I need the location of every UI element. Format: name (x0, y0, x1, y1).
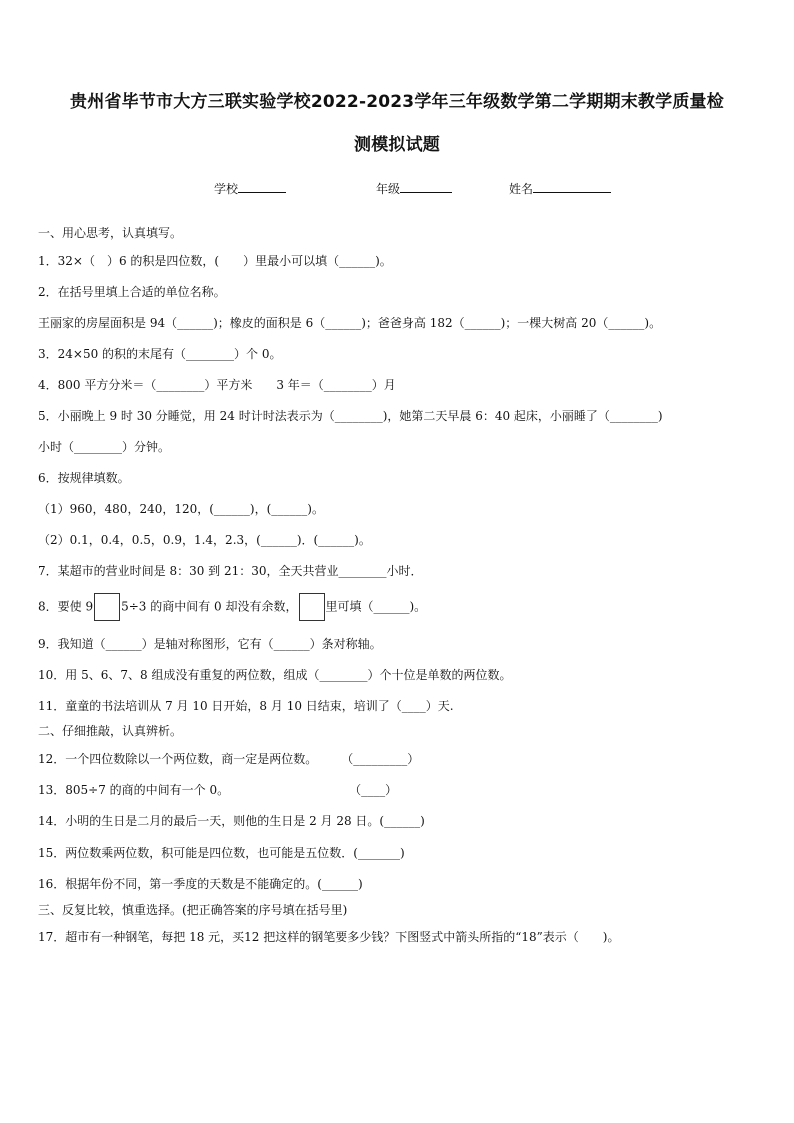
question-2: 2．在括号里填上合适的单位名称。 (38, 285, 226, 299)
question-4: 4．800 平方分米＝（________）平方米 3 年＝（________）月 (38, 378, 396, 392)
question-6-part-1: （1）960，480，240，120，(______)，(______)。 (38, 502, 324, 516)
question-5: 5．小丽晚上 9 时 30 分睡觉，用 24 时计时法表示为（________)，她第二天早晨 6：40 起床，小丽睡了（________) (38, 409, 663, 423)
question-14: 14．小明的生日是二月的最后一天，则他的生日是 2 月 28 日。(______) (38, 814, 425, 828)
question-8-mid: 5÷3 的商中间有 0 却没有余数， (121, 599, 298, 614)
question-3: 3．24×50 的积的末尾有（________）个 0。 (38, 347, 282, 361)
section-3-heading: 三、反复比较，慎重选择。(把正确答案的序号填在括号里) (38, 903, 348, 917)
title-line-1: 贵州省毕节市大方三联实验学校2022-2023学年三年级数学第二学期期末教学质量检 (70, 92, 724, 112)
question-13: 13．805÷7 的商的中间有一个 0。 （____） (38, 783, 398, 797)
name-label: 姓名 (509, 182, 534, 196)
grade-blank[interactable] (400, 180, 452, 193)
section-1-heading: 一、用心思考，认真填写。 (38, 226, 183, 240)
question-9: 9．我知道（______）是轴对称图形，它有（______）条对称轴。 (38, 637, 382, 651)
question-8 (38, 593, 426, 621)
grade-field (376, 180, 452, 197)
name-blank[interactable] (533, 180, 611, 193)
question-10: 10．用 5、6、7、8 组成没有重复的两位数，组成（________）个十位是单数的两位数。 (38, 668, 512, 682)
question-2-detail: 王丽家的房屋面积是 94（______)；橡皮的面积是 6（______)；爸爸身高 182（______)；一棵大树高 20（______)。 (38, 316, 662, 330)
question-6: 6．按规律填数。 (38, 471, 130, 485)
question-12: 12．一个四位数除以一个两位数，商一定是两位数。 （_________） (38, 752, 420, 766)
question-11: 11．童童的书法培训从 7 月 10 日开始，8 月 10 日结束，培训了（____）天. (38, 699, 454, 713)
school-field (214, 180, 286, 197)
question-6-part-2: （2）0.1，0.4，0.5，0.9，1.4，2.3，(______)．(______)。 (38, 533, 371, 547)
title-line-2: 测模拟试题 (354, 135, 440, 155)
name-field (509, 180, 611, 197)
answer-box[interactable] (299, 593, 325, 621)
school-label: 学校 (214, 182, 239, 196)
question-16: 16．根据年份不同，第一季度的天数是不能确定的。(______) (38, 877, 363, 891)
question-17: 17．超市有一种钢笔，每把 18 元，买12 把这样的钢笔要多少钱？下图竖式中箭头所指的“18”表示（ )。 (38, 930, 620, 944)
school-blank[interactable] (238, 180, 286, 193)
question-5-cont: 小时（________）分钟。 (38, 440, 171, 454)
grade-label: 年级 (376, 182, 401, 196)
question-8-post: 里可填（______)。 (325, 599, 427, 614)
question-7: 7．某超市的营业时间是 8：30 到 21：30，全天共营业________小时． (38, 564, 423, 578)
question-1: 1．32×（ ）6 的积是四位数，( ）里最小可以填（______)。 (38, 254, 392, 268)
question-15: 15．两位数乘两位数，积可能是四位数，也可能是五位数．(_______) (38, 846, 405, 860)
question-8-pre: 8．要使 9 (38, 599, 94, 614)
section-2-heading: 二、仔细推敲，认真辨析。 (38, 724, 183, 738)
answer-box[interactable] (94, 593, 120, 621)
